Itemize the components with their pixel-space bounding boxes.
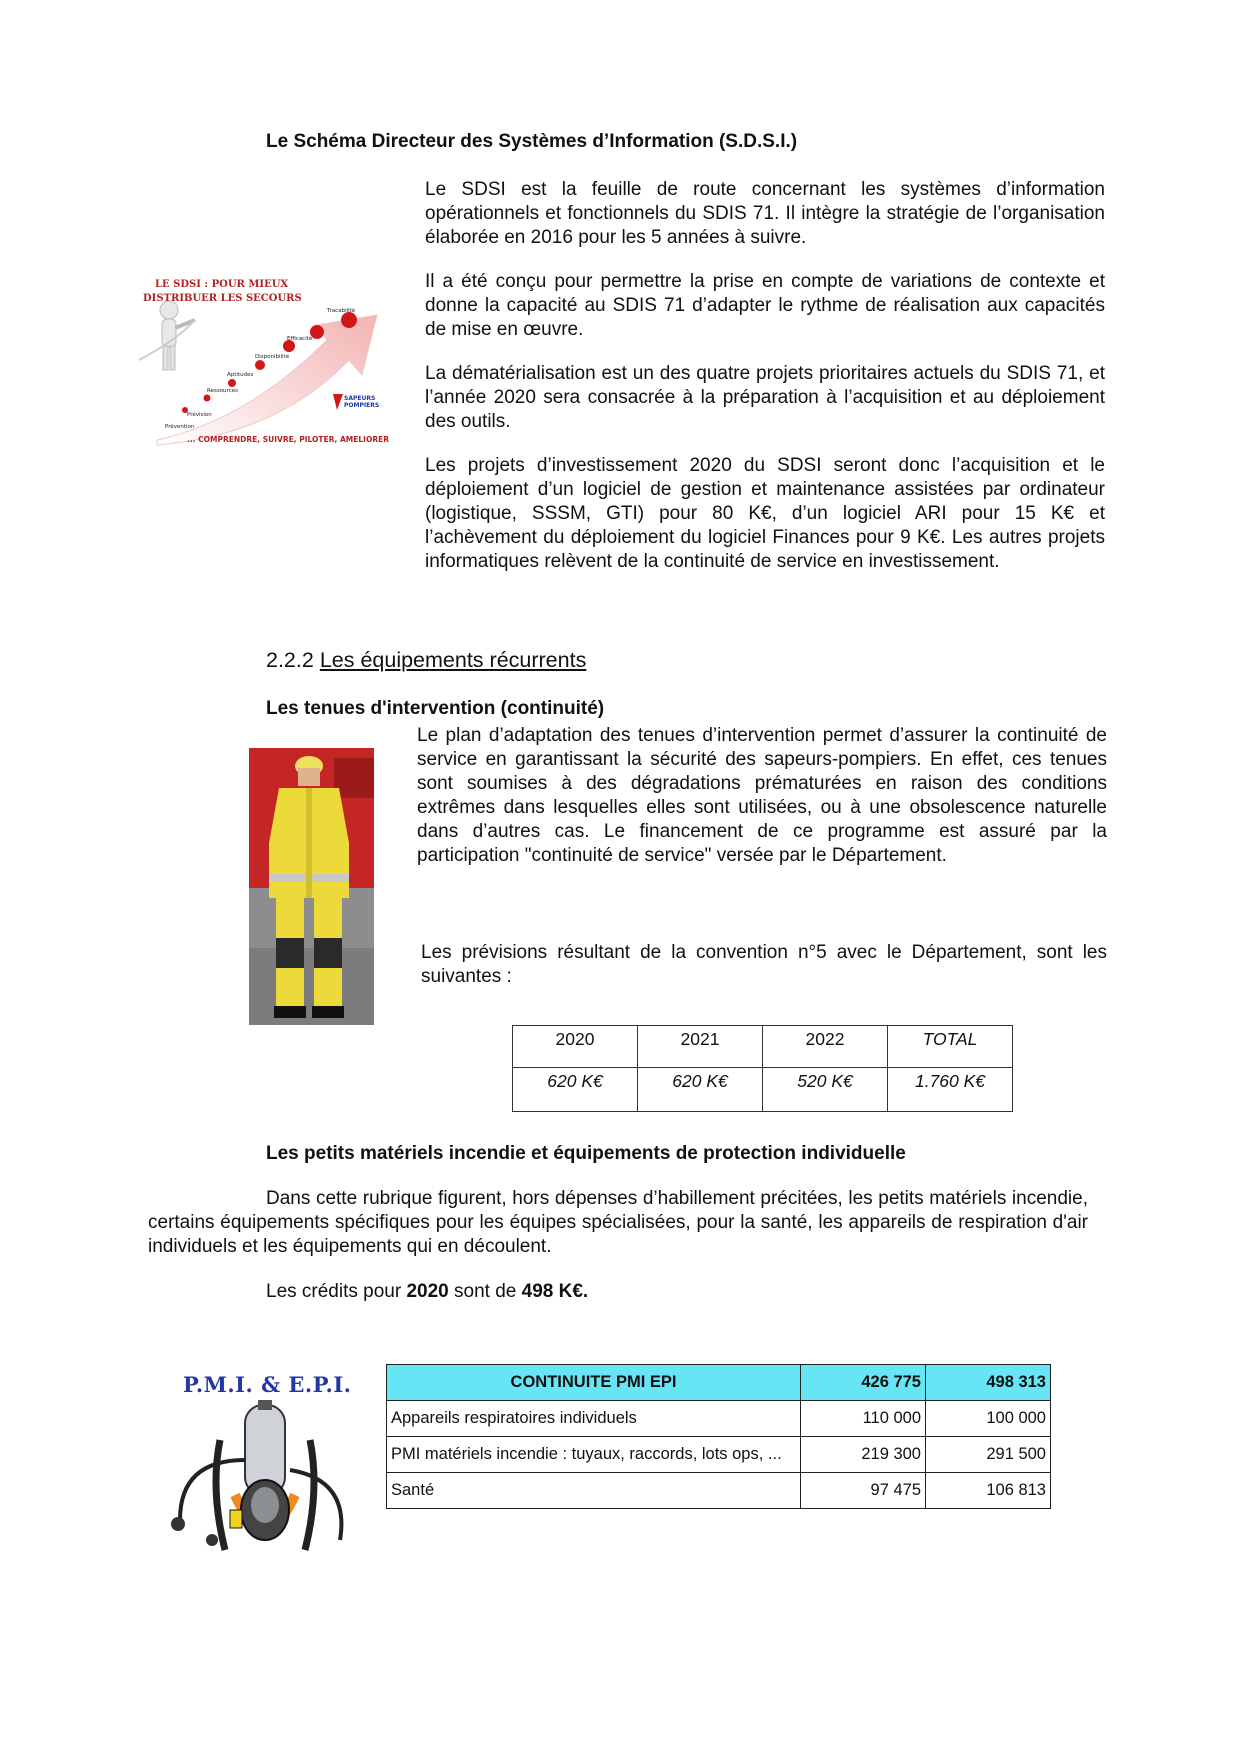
- forecast-table: [512, 1025, 1013, 1112]
- pmi-header-v2: 498 313: [926, 1365, 1051, 1401]
- sapeurs-pompiers-logo-icon: [333, 394, 379, 410]
- sdsi-step-4: Aptitudes: [227, 372, 254, 378]
- tenues-heading: Les tenues d'intervention (continuité): [266, 698, 605, 719]
- section-title-text: Les équipements récurrents: [319, 648, 587, 672]
- logo-line-1: SAPEURS: [344, 395, 376, 402]
- pmi-row-v1: 97 475: [801, 1473, 926, 1509]
- sdsi-image-title-2: DISTRIBUER LES SECOURS: [143, 293, 302, 304]
- sdsi-paragraph-2: Il a été conçu pour permettre la prise en compte de variations de contexte et donne la capacité au SDIS 71 d’adapter le rythme de réalisation aux capacités de mise en œuvre.: [425, 271, 1105, 340]
- sdsi-heading: Le Schéma Directeur des Systèmes d’Information (S.D.S.I.): [266, 131, 798, 152]
- pmi-paragraph: Dans cette rubrique figurent, hors dépenses d’habillement précitées, les petits matériels incendie, certains équipements spécifiques pour les équipes spécialisées, pour la santé, les appareils de respiration d'air individuels et les équipements qui en découlent.: [148, 1188, 1088, 1257]
- tenues-paragraph: Le plan d’adaptation des tenues d’intervention permet d’assurer la continuité de service en garantissant la sécurité des sapeurs-pompiers. En effet, ces tenues sont soumises à des dégradations prématurées en raison des conditions extrêmes dans lesquelles elles sont utilisées, ou à une obsolescence naturelle dans d’autres cas. Le financement de ce programme est assuré par la participation "continuité de service" versée par le Département.: [417, 725, 1107, 866]
- sdsi-paragraph-3: La dématérialisation est un des quatre projets prioritaires actuels du SDIS 71, et l’année 2020 sera consacrée à la préparation à l’acquisition et au déploiement des outils.: [425, 363, 1105, 432]
- pmi-heading: Les petits matériels incendie et équipements de protection individuelle: [266, 1143, 906, 1164]
- pmi-row-v2: 100 000: [926, 1401, 1051, 1437]
- firefighter-photo: [249, 748, 374, 1025]
- forecast-value-2022: 520 K€: [763, 1068, 888, 1112]
- sdsi-step-2: Prévision: [187, 412, 212, 418]
- sdsi-text: [425, 178, 1105, 594]
- section-number: 2.2.2: [266, 648, 314, 672]
- sdsi-step-5: Disponibilité: [255, 354, 290, 360]
- breathing-apparatus-icon: [150, 1400, 370, 1600]
- credits-year: 2020: [406, 1281, 449, 1302]
- pmi-header-v1: 426 775: [801, 1365, 926, 1401]
- forecast-value-2021: 620 K€: [638, 1068, 763, 1112]
- pmi-row-v1: 219 300: [801, 1437, 926, 1473]
- pmi-row-v1: 110 000: [801, 1401, 926, 1437]
- sdsi-paragraph-4: Les projets d’investissement 2020 du SDSI seront donc l’acquisition et le déploiement d’un logiciel de gestion et maintenance assistées par ordinateur (logistique, SSSM, GTI) pour 80 K€, d’un logiciel ARI pour 15 K€ et l’achèvement du déploiement du logiciel Finances pour 9 K€. Les autres projets informatiques relèvent de la continuité de service en investissement.: [425, 455, 1105, 572]
- pmi-row-label: PMI matériels incendie : tuyaux, raccords, lots ops, ...: [387, 1437, 801, 1473]
- credits-amount: 498 K€.: [521, 1281, 589, 1302]
- sdsi-step-7: Tracabilité: [327, 308, 356, 314]
- credits-line: [266, 1280, 588, 1304]
- sdsi-step-6: Efficacité: [287, 336, 313, 342]
- pmi-logo-title: P.M.I. & E.P.I.: [183, 1372, 352, 1397]
- forecast-value-total: 1.760 K€: [888, 1068, 1013, 1112]
- forecast-intro: Les prévisions résultant de la convention n°5 avec le Département, sont les suivantes :: [421, 942, 1107, 987]
- table-row: [387, 1401, 1051, 1437]
- pmi-row-label: Appareils respiratoires individuels: [387, 1401, 801, 1437]
- person-figure-icon: [139, 301, 195, 370]
- forecast-value-row: [513, 1068, 1013, 1112]
- pmi-row-v2: 106 813: [926, 1473, 1051, 1509]
- credits-middle: sont de: [448, 1281, 522, 1302]
- logo-line-2: POMPIERS: [344, 402, 380, 409]
- forecast-header-2022: 2022: [763, 1026, 888, 1068]
- sdsi-paragraph-1: Le SDSI est la feuille de route concernant les systèmes d’information opérationnels et fonctionnels du SDIS 71. Il intègre la stratégie de l’organisation élaborée en 2016 pour les 5 années à suivre.: [425, 179, 1105, 248]
- forecast-header-total: TOTAL: [888, 1026, 1013, 1068]
- table-row: [387, 1437, 1051, 1473]
- forecast-header-2020: 2020: [513, 1026, 638, 1068]
- sdsi-image-title-1: LE SDSI : POUR MIEUX: [155, 279, 289, 290]
- sdsi-step-1: Prévention: [165, 424, 195, 430]
- pmi-table: [386, 1364, 1051, 1509]
- pmi-table-header: [387, 1365, 1051, 1401]
- pmi-row-v2: 291 500: [926, 1437, 1051, 1473]
- sdsi-step-3: Ressources: [207, 388, 238, 394]
- sdsi-illustration: [137, 270, 407, 455]
- forecast-header-row: [513, 1026, 1013, 1068]
- sdsi-image-caption: ... COMPRENDRE, SUIVRE, PILOTER, AMELIORER: [187, 435, 390, 444]
- forecast-header-2021: 2021: [638, 1026, 763, 1068]
- pmi-row-label: Santé: [387, 1473, 801, 1509]
- section-title: [266, 648, 586, 673]
- forecast-value-2020: 620 K€: [513, 1068, 638, 1112]
- pmi-header-label: CONTINUITE PMI EPI: [387, 1365, 801, 1401]
- credits-prefix: Les crédits pour: [266, 1281, 407, 1302]
- table-row: [387, 1473, 1051, 1509]
